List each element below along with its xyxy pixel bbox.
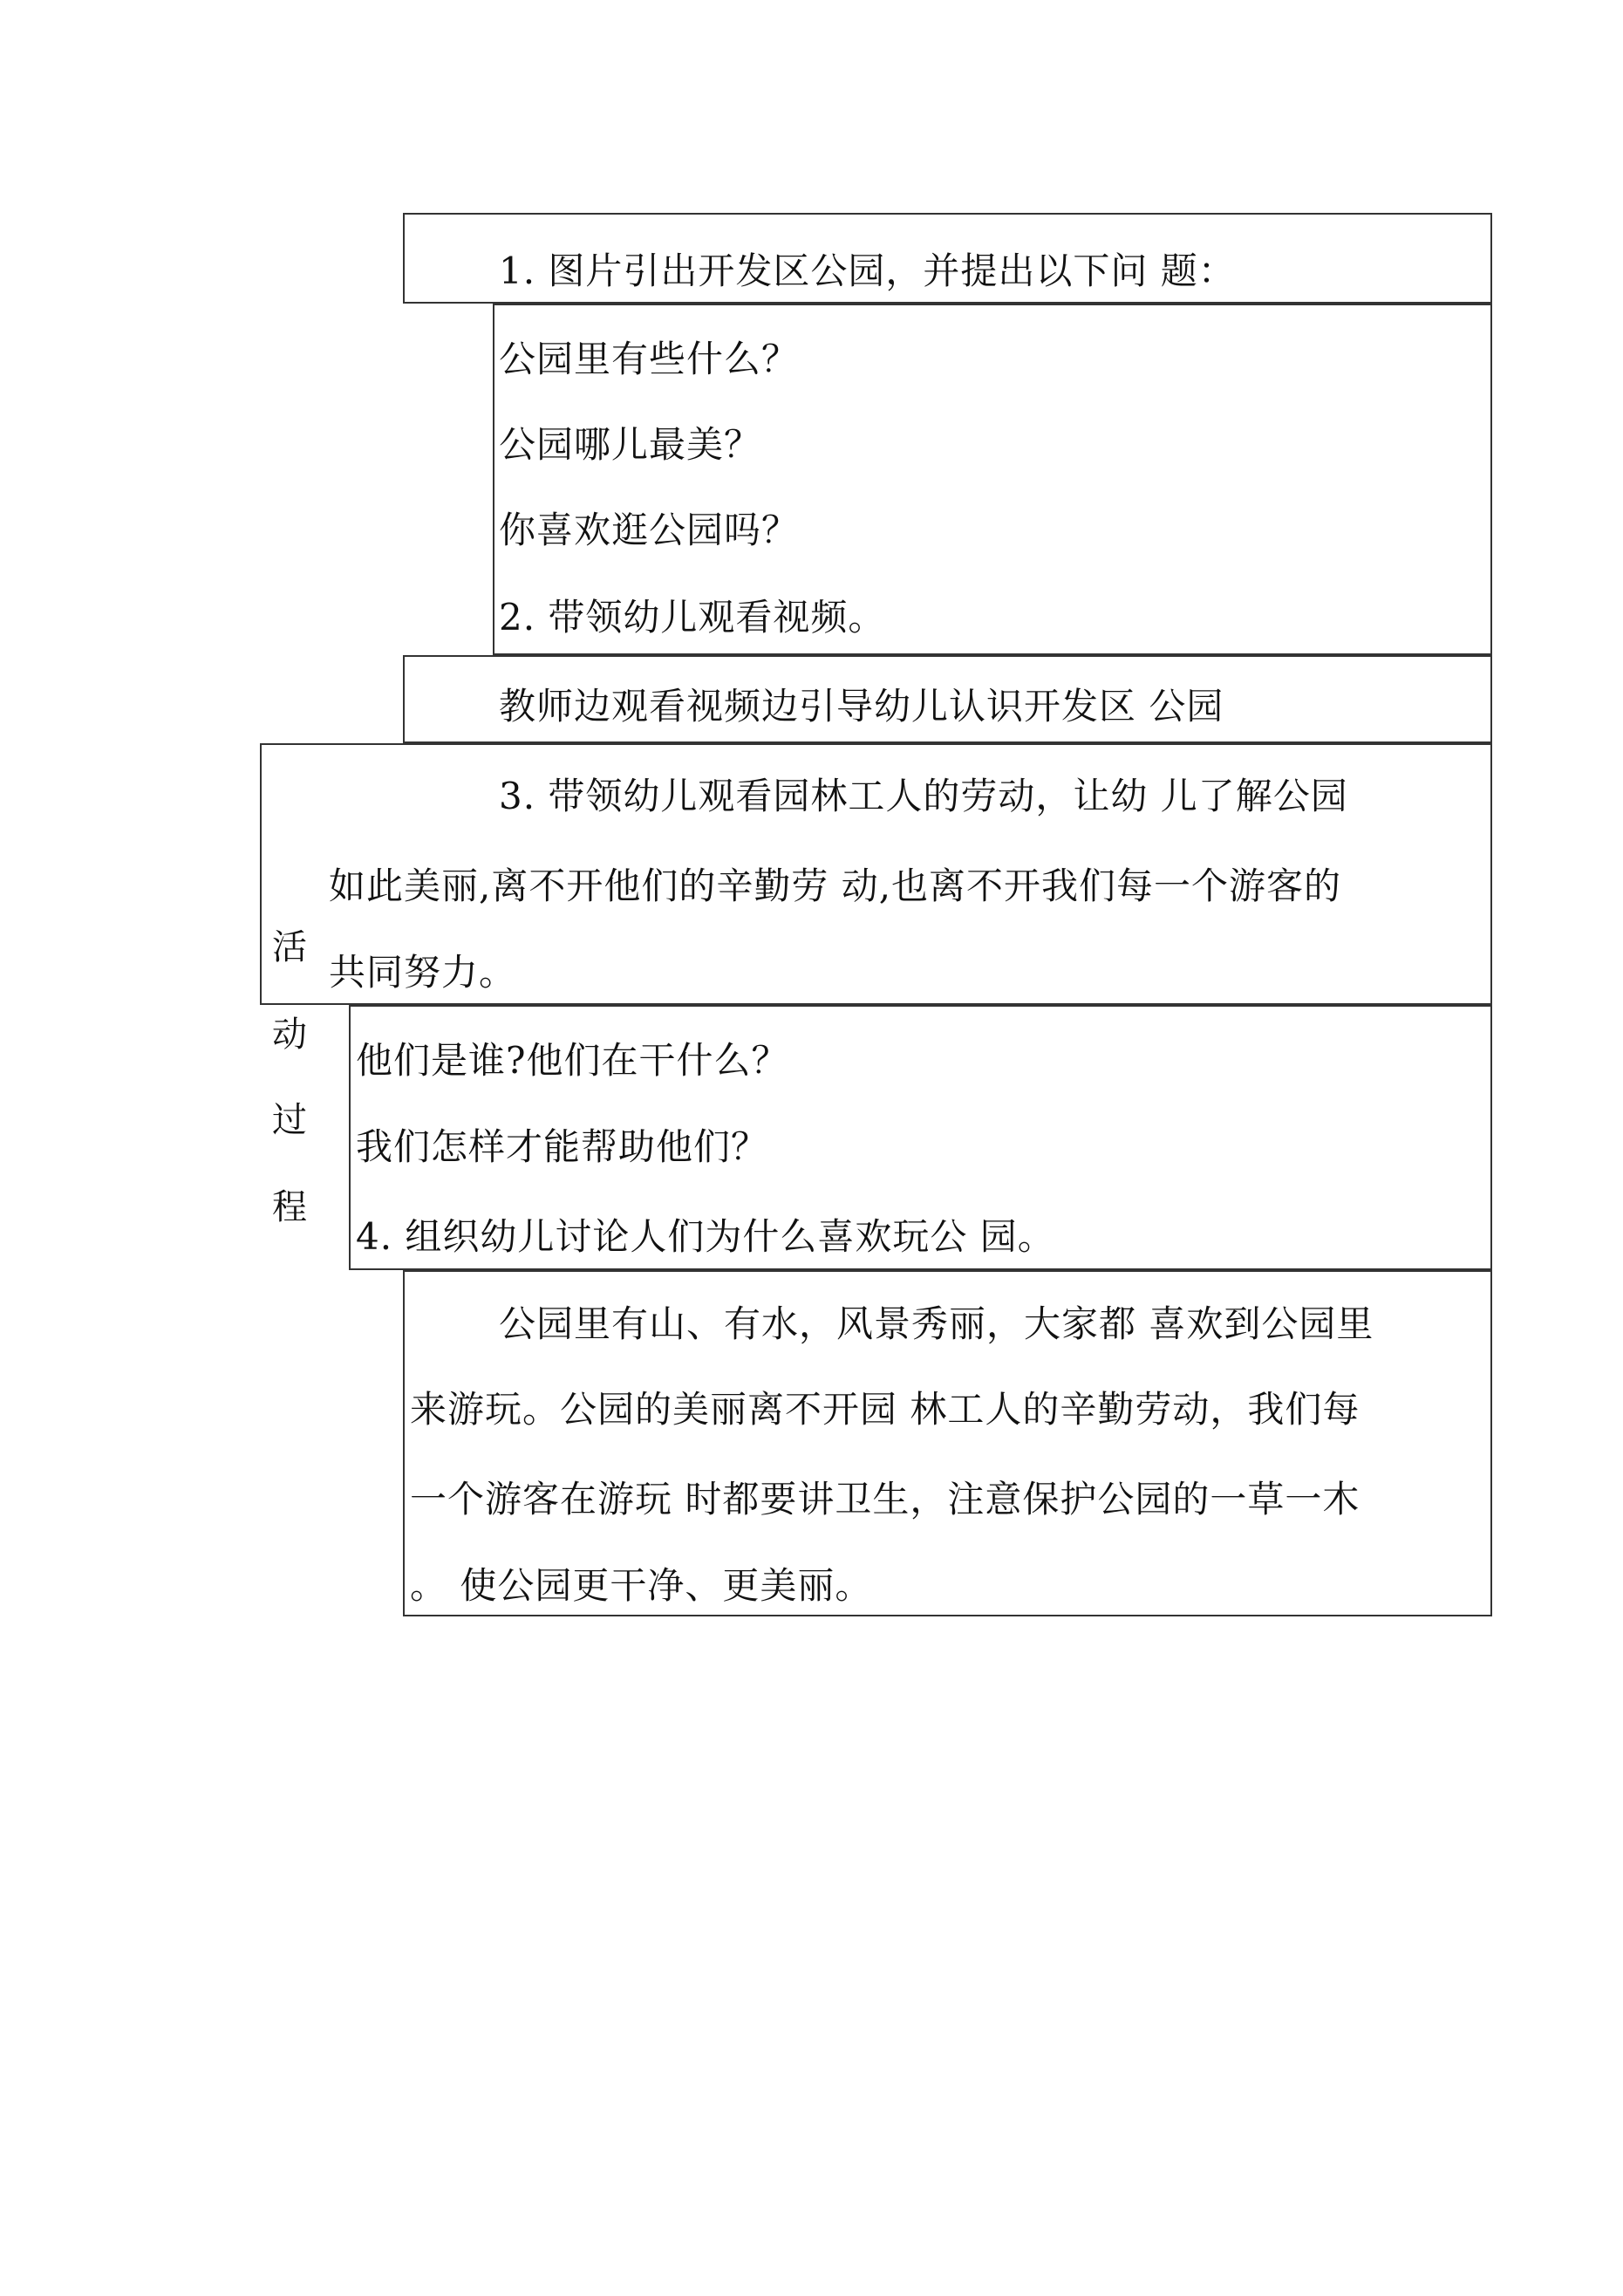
text-line: 来游玩。公园的美丽离不开园 林工人的辛勤劳动，我们每 [410,1388,1360,1431]
text-line: 你喜欢逛公园吗？ [499,509,800,551]
text-line: 。 使公园更干净、更美丽。 [410,1564,873,1607]
section-label-char: 活 [272,927,307,967]
text-line: 我们怎样才能帮助他们？ [356,1125,769,1168]
text-line: 1. 图片引出开发区公园，并提出以下问 题： [499,249,1236,292]
text-line: 3. 带领幼儿观看园林工人的劳动，让幼 儿了解公园 [499,775,1348,817]
section-label-char: 程 [272,1187,307,1227]
text-line: 一个游客在游玩 时都要讲卫生，注意保护公园的一草一木 [410,1478,1360,1520]
text-line: 教师边观看视频边引导幼儿认识开发区 公园 [499,685,1224,728]
section-label-char: 动 [272,1015,307,1055]
section-label-char: 过 [272,1100,307,1140]
text-line: 如此美丽,离不开他们的辛勤劳 动,也离不开我们每一个游客的 [329,864,1342,907]
text-line: 4. 组织幼儿讨论人们为什么喜欢玩公 园。 [356,1215,1055,1258]
text-line: 共同努力。 [329,951,517,994]
text-line: 2. 带领幼儿观看视频。 [499,596,886,639]
text-line: 公园里有山、有水，风景秀丽，大家都 喜欢到公园里 [499,1302,1374,1345]
text-line: 公园哪儿最美？ [499,423,762,466]
text-line: 他们是谁?他们在干什么？ [356,1039,789,1082]
text-line: 公园里有些什么？ [499,338,800,380]
